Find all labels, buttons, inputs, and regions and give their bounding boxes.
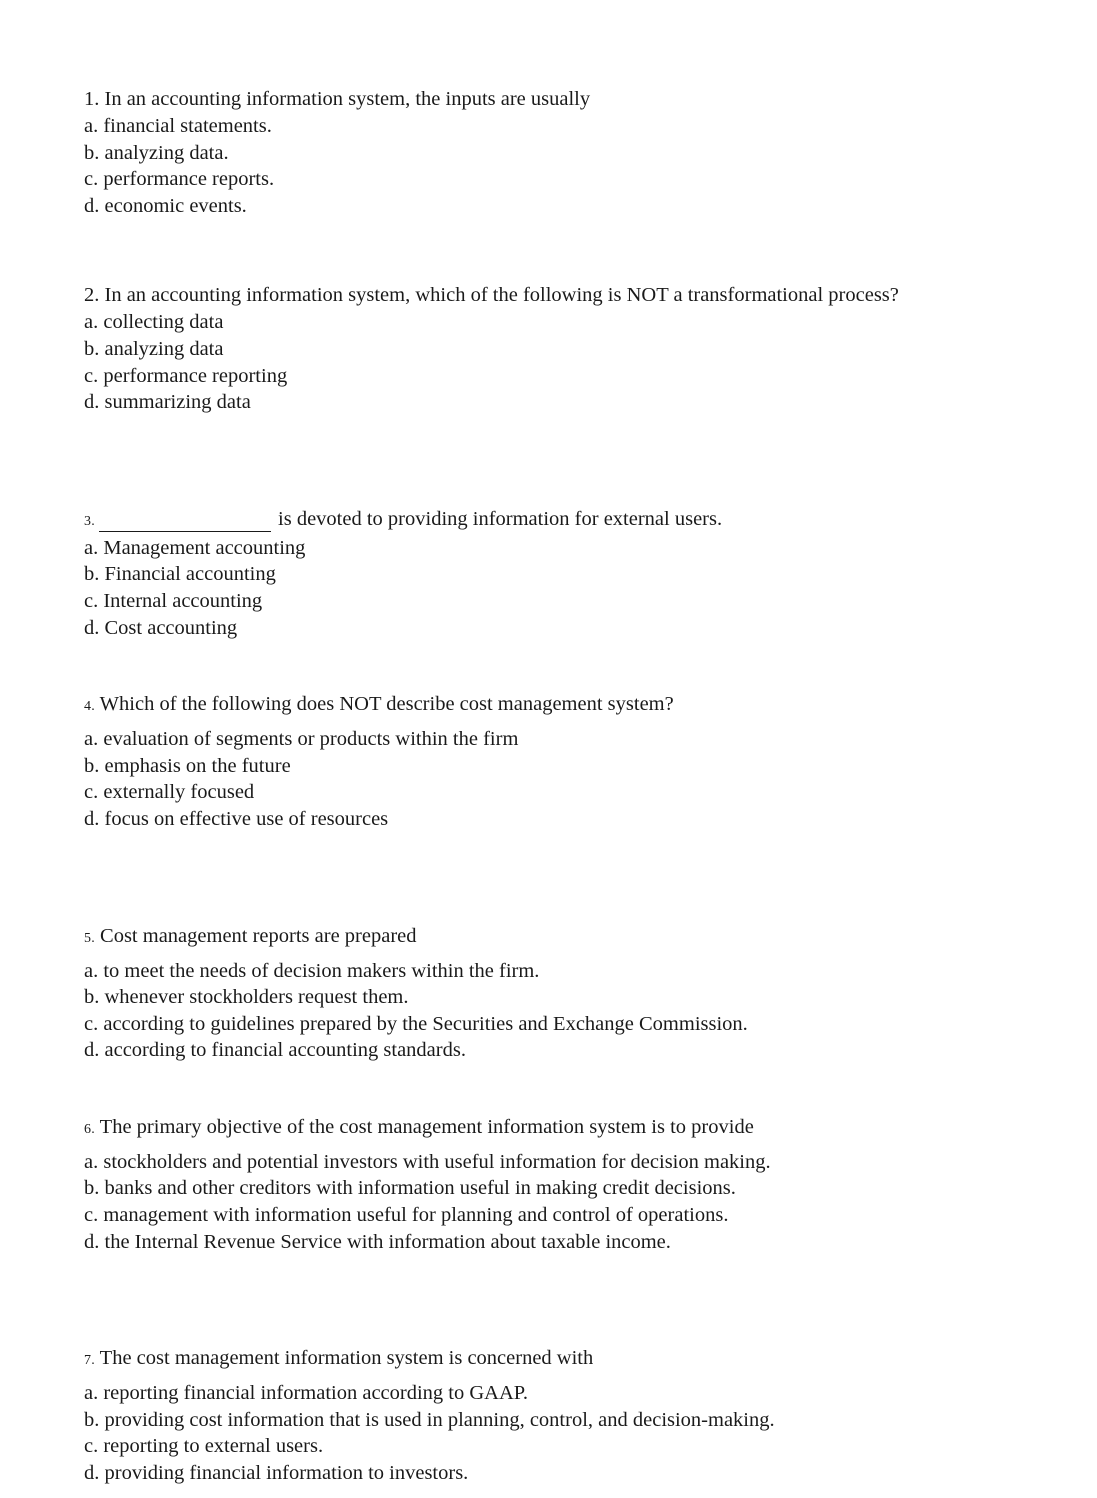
option-item[interactable]: c. performance reports. <box>84 168 275 191</box>
question-stem <box>84 86 1024 113</box>
option-item[interactable]: b. banks and other creditors with information useful in making credit decisions. <box>84 1177 736 1200</box>
question-block <box>84 923 1024 1064</box>
option-item[interactable]: c. management with information useful for planning and control of operations. <box>84 1204 729 1227</box>
question-stem <box>84 504 1024 535</box>
question-stem-text: The cost management information system is concerned with <box>99 1347 594 1370</box>
question-stem <box>84 923 1024 952</box>
question-block <box>84 504 1024 641</box>
question-stem-text: Cost management reports are prepared <box>100 924 417 947</box>
question-number: 5. <box>84 930 95 946</box>
question-gap <box>84 833 1024 923</box>
option-item[interactable]: d. Cost accounting <box>84 616 238 639</box>
question-gap <box>84 1064 1024 1114</box>
option-item[interactable]: c. externally focused <box>84 781 255 804</box>
option-list <box>84 958 1024 1064</box>
option-item[interactable]: a. stockholders and potential investors with useful information for decision making. <box>84 1150 771 1173</box>
option-item[interactable]: a. Management accounting <box>84 536 306 559</box>
question-gap <box>84 641 1024 691</box>
option-item[interactable]: b. whenever stockholders request them. <box>84 986 409 1009</box>
option-item[interactable]: b. analyzing data. <box>84 141 229 164</box>
question-stem-text: The primary objective of the cost management information system is to provide <box>99 1115 754 1138</box>
fill-in-blank[interactable] <box>99 504 271 532</box>
question-number: 2. <box>84 284 100 307</box>
option-list <box>84 726 1024 832</box>
option-list <box>84 113 1024 219</box>
option-item[interactable]: a. to meet the needs of decision makers within the firm. <box>84 959 540 982</box>
option-item[interactable]: a. evaluation of segments or products within the firm <box>84 728 519 751</box>
option-list <box>84 309 1024 415</box>
option-item[interactable]: d. the Internal Revenue Service with information about taxable income. <box>84 1230 671 1253</box>
question-number: 1. <box>84 88 100 110</box>
question-block <box>84 86 1024 219</box>
option-item[interactable]: d. according to financial accounting standards. <box>84 1039 466 1062</box>
option-item[interactable]: c. according to guidelines prepared by the Securities and Exchange Commission. <box>84 1012 748 1035</box>
question-number: 3. <box>84 513 95 529</box>
option-item[interactable]: b. emphasis on the future <box>84 754 291 777</box>
option-item[interactable]: c. performance reporting <box>84 364 288 387</box>
question-stem <box>84 1345 1024 1374</box>
question-block <box>84 1114 1024 1255</box>
option-item[interactable]: b. analyzing data <box>84 337 224 360</box>
question-stem-text: is devoted to providing information for external users. <box>278 507 723 530</box>
question-number: 6. <box>84 1121 95 1137</box>
question-list <box>84 86 1024 1487</box>
option-item[interactable]: d. providing financial information to investors. <box>84 1462 469 1485</box>
option-item[interactable]: b. Financial accounting <box>84 563 276 586</box>
question-gap <box>84 416 1024 504</box>
option-item[interactable]: a. reporting financial information according to GAAP. <box>84 1382 529 1405</box>
option-list <box>84 1380 1024 1486</box>
option-item[interactable]: b. providing cost information that is used in planning, control, and decision-making. <box>84 1408 775 1431</box>
option-list <box>84 535 1024 641</box>
question-block <box>84 1345 1024 1486</box>
question-number: 4. <box>84 699 95 715</box>
question-stem <box>84 282 1024 309</box>
option-item[interactable]: a. collecting data <box>84 311 224 334</box>
question-block <box>84 691 1024 832</box>
question-stem-text: In an accounting information system, the inputs are usually <box>104 88 591 110</box>
option-item[interactable]: c. Internal accounting <box>84 589 263 612</box>
option-item[interactable]: d. economic events. <box>84 194 247 217</box>
option-item[interactable]: d. summarizing data <box>84 391 251 414</box>
option-item[interactable]: d. focus on effective use of resources <box>84 807 389 830</box>
question-number: 7. <box>84 1353 95 1369</box>
question-stem <box>84 691 1024 720</box>
question-block <box>84 282 1024 415</box>
question-gap <box>84 219 1024 282</box>
option-item[interactable]: a. financial statements. <box>84 115 272 137</box>
option-list <box>84 1149 1024 1255</box>
question-stem <box>84 1114 1024 1143</box>
question-gap <box>84 1255 1024 1345</box>
question-stem-text: Which of the following does NOT describe cost management system? <box>99 693 674 716</box>
question-stem-text: In an accounting information system, which of the following is NOT a transformational process? <box>104 284 899 307</box>
option-item[interactable]: c. reporting to external users. <box>84 1435 324 1458</box>
